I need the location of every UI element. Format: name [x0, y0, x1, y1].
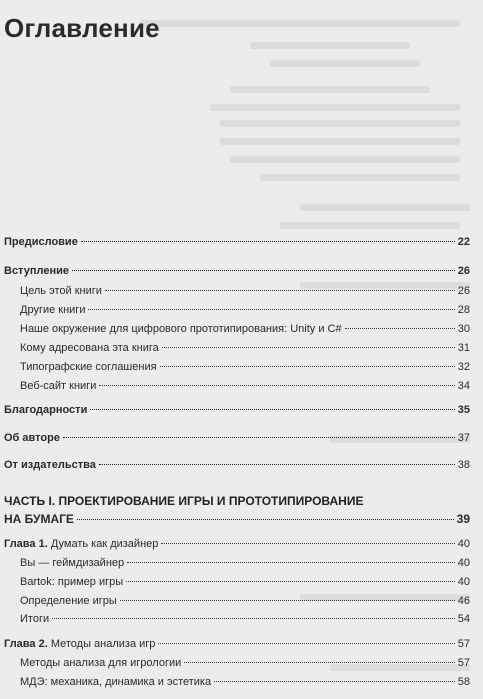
toc-entry-label: Наше окружение для цифрового прототипирования: Unity и C#: [20, 323, 342, 335]
toc-entry-page: 26: [457, 285, 470, 297]
toc-entry-preface[interactable]: [4, 236, 470, 248]
toc-subentry[interactable]: [20, 557, 470, 569]
chapter-title: Методы анализа игр: [47, 638, 156, 650]
dot-leader: [99, 385, 454, 386]
dot-leader: [105, 290, 455, 291]
dot-leader: [214, 681, 455, 682]
chapter-title: Думать как дизайнер: [47, 538, 159, 550]
toc-subentry[interactable]: [20, 285, 470, 297]
toc-entry-about[interactable]: [4, 432, 470, 444]
toc-subentry[interactable]: [20, 342, 470, 354]
toc-entry-label: Bartok: пример игры: [20, 576, 124, 588]
toc-entry-label: Предисловие: [4, 236, 78, 248]
dot-leader: [88, 309, 454, 310]
toc-entry-publisher[interactable]: [4, 459, 470, 471]
toc-entry-page: 40: [457, 538, 470, 550]
dot-leader: [162, 347, 455, 348]
toc-entry-label: Благодарности: [4, 404, 88, 416]
toc-entry-page: 35: [457, 404, 470, 416]
toc-subentry[interactable]: [20, 361, 470, 373]
dot-leader: [161, 543, 454, 544]
dot-leader: [77, 519, 454, 520]
toc-subentry[interactable]: [20, 657, 470, 669]
dot-leader: [120, 600, 455, 601]
toc-entry-page: 40: [457, 557, 470, 569]
toc-entry-label: Другие книги: [20, 304, 86, 316]
toc-entry-label: Итоги: [20, 613, 50, 625]
page-title: Оглавление: [4, 13, 160, 43]
dot-leader: [90, 409, 454, 410]
toc-entry-label: Типографские соглашения: [20, 361, 157, 373]
dot-leader: [99, 464, 455, 465]
toc-entry-chapter2[interactable]: [4, 638, 470, 650]
toc-entry-label: Методы анализа для игрологии: [20, 657, 182, 669]
toc-subentry[interactable]: [20, 323, 470, 335]
toc-entry-label: НА БУМАГЕ: [4, 512, 74, 526]
toc-entry-label: От издательства: [4, 459, 96, 471]
toc-entry-page: 46: [457, 595, 470, 607]
toc-subentry[interactable]: [20, 595, 470, 607]
toc-entry-label: Вступление: [4, 265, 69, 277]
toc-entry-chapter1[interactable]: [4, 538, 470, 550]
toc-entry-label: Кому адресована эта книга: [20, 342, 159, 354]
toc-subentry[interactable]: [20, 576, 470, 588]
toc-entry-page: 38: [457, 459, 470, 471]
toc-entry-page: 37: [457, 432, 470, 444]
dot-leader: [158, 643, 454, 644]
toc-subentry[interactable]: [20, 380, 470, 392]
dot-leader: [63, 437, 455, 438]
toc-entry-thanks[interactable]: [4, 404, 470, 416]
dot-leader: [81, 241, 455, 242]
chapter-number: Глава 1.: [4, 538, 48, 550]
dot-leader: [72, 270, 455, 271]
toc-subentry[interactable]: [20, 676, 470, 688]
dot-leader: [52, 618, 455, 619]
toc-entry-intro[interactable]: [4, 265, 470, 277]
toc-entry-label: Определение игры: [20, 595, 117, 607]
toc-entry-label: Об авторе: [4, 432, 60, 444]
toc-entry-label: [4, 638, 155, 650]
toc-entry-label: Веб-сайт книги: [20, 380, 97, 392]
dot-leader: [345, 328, 455, 329]
toc-entry-page: 40: [457, 576, 470, 588]
toc-entry-page: 54: [457, 613, 470, 625]
toc-entry-page: 31: [457, 342, 470, 354]
toc-entry-label: Вы — геймдизайнер: [20, 557, 125, 569]
toc-entry-page: 39: [456, 512, 470, 526]
part-heading[interactable]: ЧАСТЬ I. ПРОЕКТИРОВАНИЕ ИГРЫ И ПРОТОТИПИРОВАНИЕ: [4, 494, 364, 508]
toc-entry-page: 30: [457, 323, 470, 335]
toc-entry-label: МДЭ: механика, динамика и эстетика: [20, 676, 212, 688]
toc-entry-page: 34: [457, 380, 470, 392]
toc-entry-page: 57: [457, 638, 470, 650]
dot-leader: [160, 366, 455, 367]
dot-leader: [127, 562, 455, 563]
chapter-number: Глава 2.: [4, 638, 48, 650]
toc-entry-part1[interactable]: [4, 512, 470, 526]
toc-entry-page: 26: [457, 265, 470, 277]
dot-leader: [184, 662, 454, 663]
toc-entry-label: Цель этой книги: [20, 285, 102, 297]
toc-entry-page: 28: [457, 304, 470, 316]
toc-subentry[interactable]: [20, 613, 470, 625]
toc-entry-page: 22: [457, 236, 470, 248]
dot-leader: [126, 581, 455, 582]
toc-entry-label: [4, 538, 158, 550]
toc-subentry[interactable]: [20, 304, 470, 316]
toc-entry-page: 57: [457, 657, 470, 669]
toc-entry-page: 58: [457, 676, 470, 688]
toc-entry-page: 32: [457, 361, 470, 373]
